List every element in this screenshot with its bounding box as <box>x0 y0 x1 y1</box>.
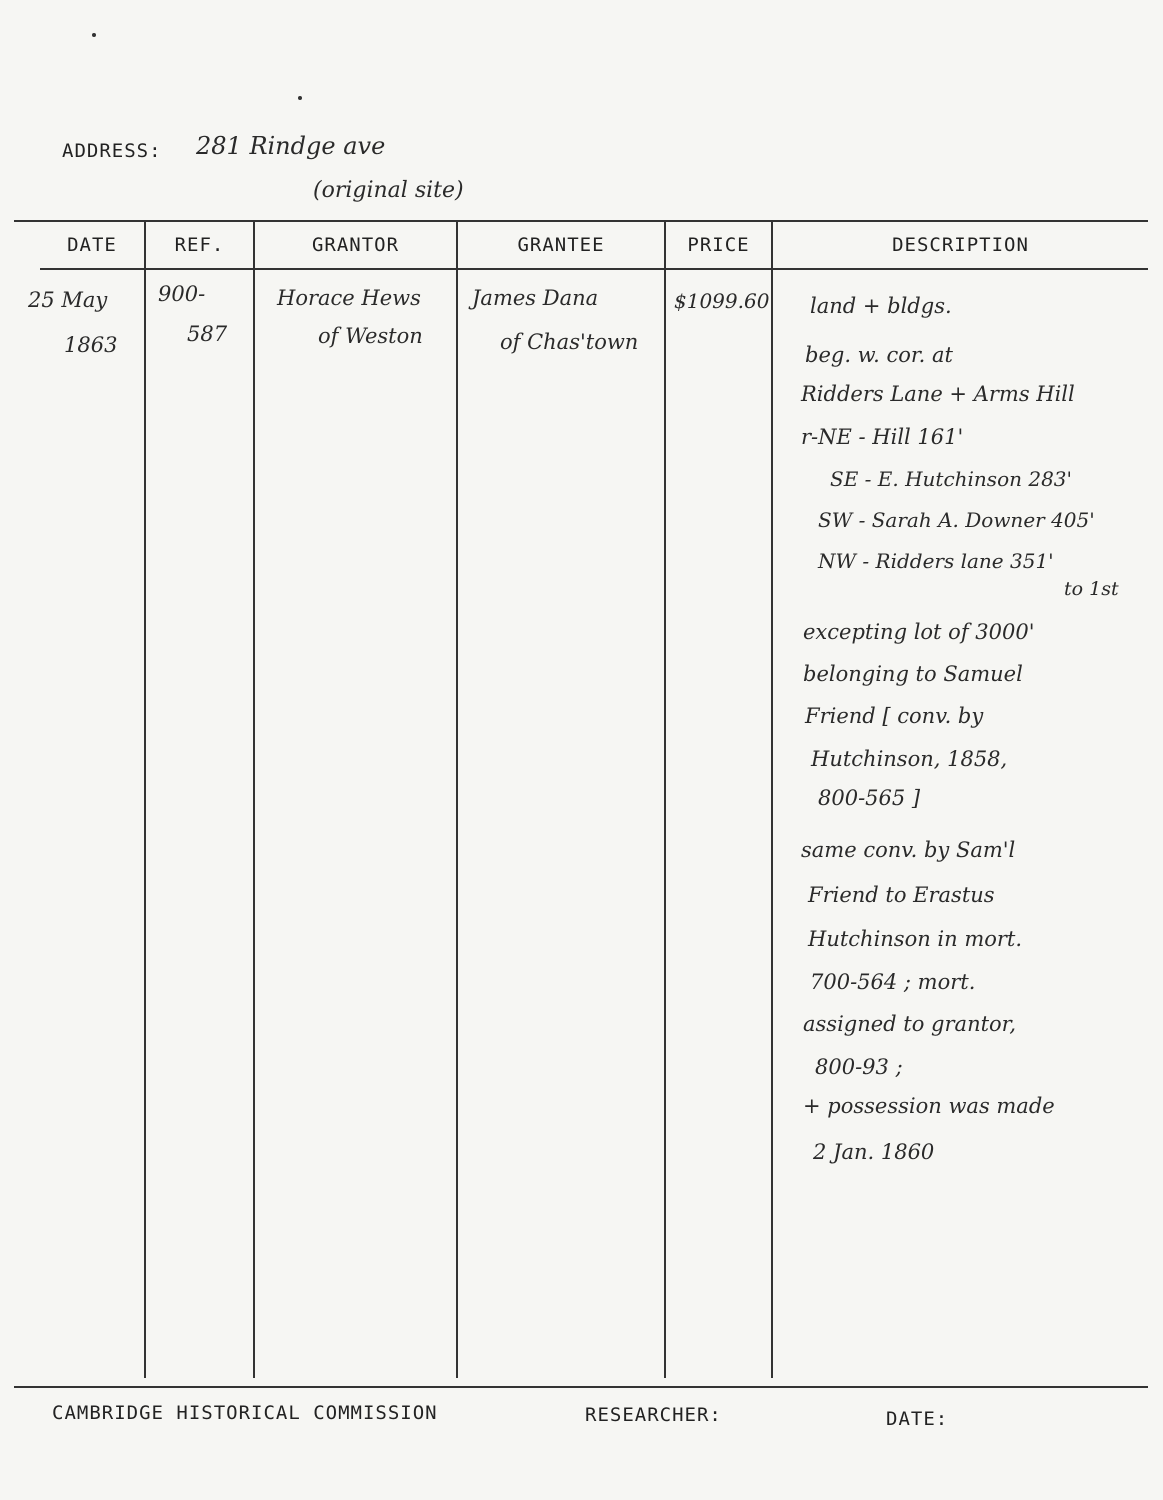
header-price: PRICE <box>687 234 750 256</box>
footer-date-label: DATE: <box>886 1408 949 1430</box>
description-line: NW - Ridders lane 351' <box>818 549 1054 573</box>
description-line: land + bldgs. <box>810 294 952 318</box>
header-grantor: GRANTOR <box>311 234 400 256</box>
cell-ref-line1: 900- <box>158 282 206 306</box>
column-divider <box>771 222 773 1378</box>
column-divider <box>664 222 666 1378</box>
description-line: Friend to Erastus <box>808 883 995 907</box>
footer-organization: CAMBRIDGE HISTORICAL COMMISSION <box>52 1402 438 1424</box>
description-line: Ridders Lane + Arms Hill <box>801 382 1075 406</box>
column-divider <box>144 222 146 1378</box>
description-line: Hutchinson in mort. <box>808 927 1023 951</box>
cell-grantor-line2: of Weston <box>318 324 423 348</box>
speck-mark <box>92 33 96 37</box>
description-line: r-NE - Hill 161' <box>801 425 964 449</box>
cell-date-line1: 25 May <box>28 288 108 312</box>
description-line: Hutchinson, 1858, <box>811 747 1008 771</box>
footer-researcher-label: RESEARCHER: <box>585 1404 722 1426</box>
column-divider <box>456 222 458 1378</box>
cell-grantee-line1: James Dana <box>472 286 599 310</box>
table-header-border <box>40 268 1148 270</box>
description-line: assigned to grantor, <box>803 1012 1017 1036</box>
description-line: same conv. by Sam'l <box>801 838 1016 862</box>
description-line: Friend [ conv. by <box>805 704 984 728</box>
description-line: to 1st <box>1064 578 1119 600</box>
cell-grantor-line1: Horace Hews <box>277 286 421 310</box>
address-value-line1: 281 Rindge ave <box>196 132 386 160</box>
cell-grantee-line2: of Chas'town <box>500 330 639 354</box>
address-value-line2: (original site) <box>313 178 464 203</box>
speck-mark <box>298 96 302 100</box>
address-label: ADDRESS: <box>62 140 162 162</box>
cell-ref-line2: 587 <box>187 322 228 346</box>
description-line: 700-564 ; mort. <box>810 970 976 994</box>
header-date: DATE <box>67 234 117 256</box>
description-line: SE - E. Hutchinson 283' <box>830 467 1073 491</box>
description-line: beg. w. cor. at <box>805 343 953 367</box>
description-line: excepting lot of 3000' <box>803 620 1035 644</box>
header-ref: REF. <box>174 234 225 256</box>
table-bottom-border <box>14 1386 1148 1388</box>
cell-price: $1099.60 <box>674 289 770 313</box>
description-line: belonging to Samuel <box>803 662 1023 686</box>
cell-date-line2: 1863 <box>64 333 118 357</box>
description-line: SW - Sarah A. Downer 405' <box>818 508 1095 532</box>
description-line: 800-93 ; <box>815 1055 903 1079</box>
header-description: DESCRIPTION <box>892 234 1029 256</box>
description-line: 800-565 ] <box>818 786 921 810</box>
header-grantee: GRANTEE <box>517 234 605 256</box>
description-line: 2 Jan. 1860 <box>813 1140 935 1164</box>
column-divider <box>253 222 255 1378</box>
description-line: + possession was made <box>803 1094 1055 1118</box>
